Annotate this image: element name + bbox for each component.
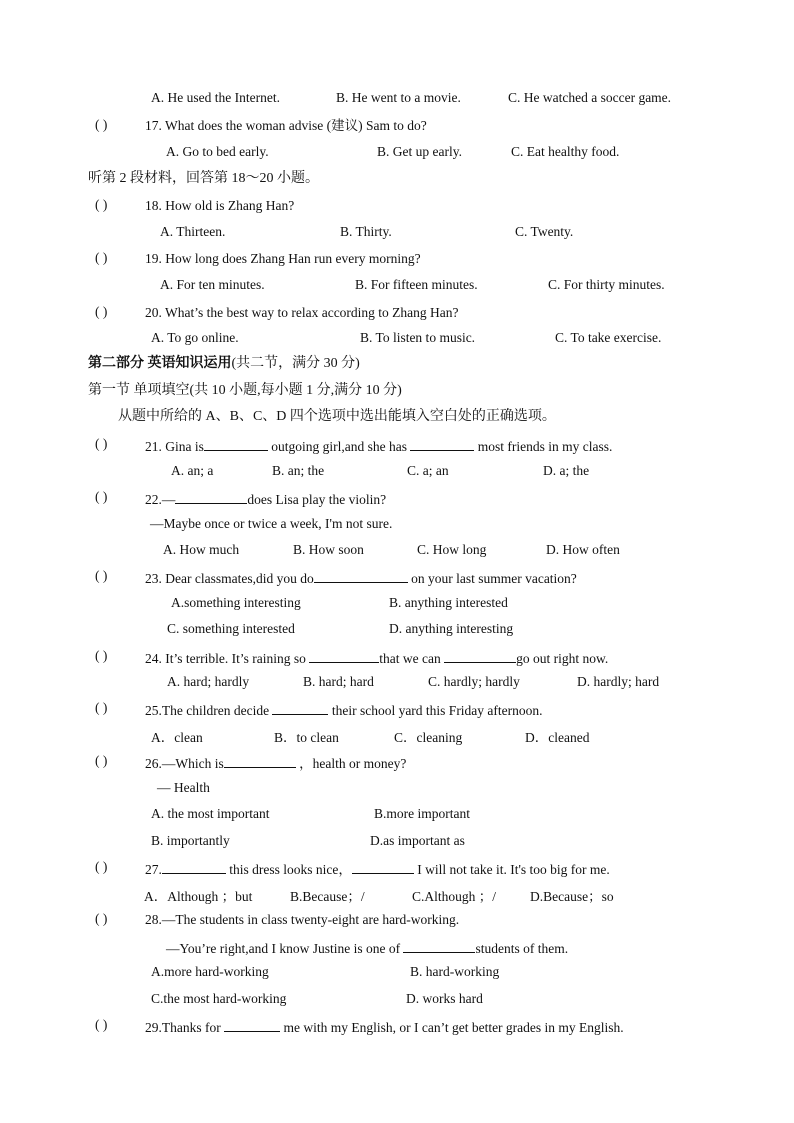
q24-option-c: C. hardly; hardly [428,674,520,689]
q17-option-c: C. Eat healthy food. [511,144,620,159]
answer-bracket: ( ) [95,859,108,874]
q26-option-c: B. importantly [151,833,230,848]
q28-option-c: C.the most hard-working [151,991,287,1006]
q26-option-b: B.more important [374,806,470,821]
q24-part-c: go out right now. [516,651,609,666]
answer-bracket: ( ) [95,700,108,715]
q21-blank-2[interactable] [410,436,474,451]
answer-bracket: ( ) [95,304,108,319]
q23-option-a: A.something interesting [171,595,301,610]
q21-part-a: 21. Gina is [145,439,204,454]
q19-option-b: B. For fifteen minutes. [355,277,478,292]
q21-option-a: A. an; a [171,463,214,478]
q28-option-b: B. hard-working [410,964,500,979]
q24-blank-2[interactable] [444,648,516,663]
q21-part-b: outgoing girl,and she has [267,439,411,454]
q25-text [145,700,543,720]
q25-part-b: their school yard this Friday afternoon. [328,703,543,718]
q23-part-b: on your last summer vacation? [407,571,577,586]
q23-option-d: D. anything interesting [389,621,514,636]
q26-part-b: ，health or money? [295,756,407,771]
listening-section-intro: 听第 2 段材料，回答第 18～20 小题。 [88,171,319,186]
q25-blank[interactable] [272,700,328,715]
q26-blank[interactable] [224,753,296,768]
q21-option-b: B. an; the [272,463,325,478]
part2-title: 第二部分 英语知识运用 [88,356,232,371]
q18-option-c: C. Twenty. [515,224,574,239]
q25-option-b: B．to clean [274,730,339,745]
q20-text: 20. What’s the best way to relax according to Zhang Han? [145,305,459,320]
q24-text [145,648,608,668]
q17-option-a: A. Go to bed early. [166,144,269,159]
q28-reply-part-b: students of them. [475,941,569,956]
q27-option-d: D.Because；so [530,889,614,904]
q22-part-a: 22.— [145,492,176,507]
section1-title: 第一节 单项填空 [88,383,190,398]
q22-blank[interactable] [175,489,247,504]
q23-blank[interactable] [314,568,408,583]
q27-option-c: C.Although ；/ [412,889,497,904]
q27-option-b: B.Because；/ [290,889,365,904]
q24-part-b: that we can [379,651,445,666]
q26-option-a: A. the most important [151,806,270,821]
q27-blank-1[interactable] [162,859,226,874]
q22-part-b: does Lisa play the violin? [247,492,387,507]
answer-bracket: ( ) [95,117,108,132]
q29-part-b: me with my English, or I can’t get better grades in my English. [280,1020,624,1035]
q23-text [145,568,577,588]
q27-option-a: A．Although ；but [144,889,253,904]
answer-bracket: ( ) [95,489,108,504]
q22-option-d: D. How often [546,542,620,557]
q17-text: 17. What does the woman advise (建议) Sam to do? [145,118,427,133]
q24-blank-1[interactable] [309,648,379,663]
section1-heading [88,382,402,400]
q28-reply-part-a: —You’re right,and I know Justine is one of [166,941,404,956]
q16-option-b: B. He went to a movie. [336,90,461,105]
q29-blank[interactable] [224,1017,280,1032]
q18-text: 18. How old is Zhang Han? [145,198,295,213]
answer-bracket: ( ) [95,568,108,583]
answer-bracket: ( ) [95,197,108,212]
q19-option-a: A. For ten minutes. [160,277,265,292]
q19-text: 19. How long does Zhang Han run every morning? [145,251,421,266]
q19-option-c: C. For thirty minutes. [548,277,665,292]
q24-option-d: D. hardly; hard [577,674,660,689]
q26-reply: — Health [157,780,210,795]
q22-text [145,489,386,509]
q22-option-b: B. How soon [293,542,364,557]
q26-part-a: 26.—Which is [145,756,224,771]
q20-option-a: A. To go online. [151,330,239,345]
q21-option-c: C. a; an [407,463,449,478]
q27-blank-2[interactable] [352,859,414,874]
q27-part-c: I will not take it. It's too big for me. [413,862,610,877]
q24-option-a: A. hard; hardly [167,674,250,689]
q21-part-c: most friends in my class. [474,439,613,454]
q28-reply [166,938,568,958]
answer-bracket: ( ) [95,648,108,663]
q17-option-b: B. Get up early. [377,144,462,159]
q24-option-b: B. hard; hard [303,674,374,689]
answer-bracket: ( ) [95,436,108,451]
q28-option-d: D. works hard [406,991,483,1006]
answer-bracket: ( ) [95,911,108,926]
part2-note: (共二节，满分 30 分) [231,356,360,371]
q16-option-c: C. He watched a soccer game. [508,90,672,105]
q18-option-a: A. Thirteen. [160,224,226,239]
q23-option-c: C. something interested [167,621,295,636]
q21-option-d: D. a; the [543,463,590,478]
q27-part-a: 27. [145,862,162,877]
q18-option-b: B. Thirty. [340,224,392,239]
part2-heading [88,355,360,373]
q28-text: 28.—The students in class twenty-eight are hard-working. [145,912,460,927]
q21-text [145,436,612,456]
answer-bracket: ( ) [95,250,108,265]
answer-bracket: ( ) [95,753,108,768]
answer-bracket: ( ) [95,1017,108,1032]
q25-part-a: 25.The children decide [145,703,273,718]
q26-option-d: D.as important as [370,833,465,848]
q25-option-c: C．cleaning [394,730,463,745]
q23-option-b: B. anything interested [389,595,508,610]
q23-part-a: 23. Dear classmates,did you do [145,571,314,586]
q22-option-c: C. How long [417,542,487,557]
q16-option-a: A. He used the Internet. [151,90,280,105]
q28-option-a: A.more hard-working [151,964,269,979]
q22-reply: —Maybe once or twice a week, I'm not sure. [150,516,393,531]
q25-option-d: D．cleaned [525,730,590,745]
q20-option-c: C. To take exercise. [555,330,662,345]
q20-option-b: B. To listen to music. [360,330,476,345]
q29-text [145,1017,624,1037]
q24-part-a: 24. It’s terrible. It’s raining so [145,651,310,666]
q27-text [145,859,610,879]
q28-blank[interactable] [403,938,475,953]
q25-option-a: A．clean [151,730,203,745]
instruction-text: 从题中所给的 A、B、C、D 四个选项中选出能填入空白处的正确选项。 [118,409,556,424]
q21-blank-1[interactable] [204,436,268,451]
q22-option-a: A. How much [163,542,240,557]
q27-part-b: this dress looks nice， [225,862,352,877]
section1-note: (共 10 小题,每小题 1 分,满分 10 分) [189,383,402,398]
q29-part-a: 29.Thanks for [145,1020,225,1035]
q26-text [145,753,406,773]
